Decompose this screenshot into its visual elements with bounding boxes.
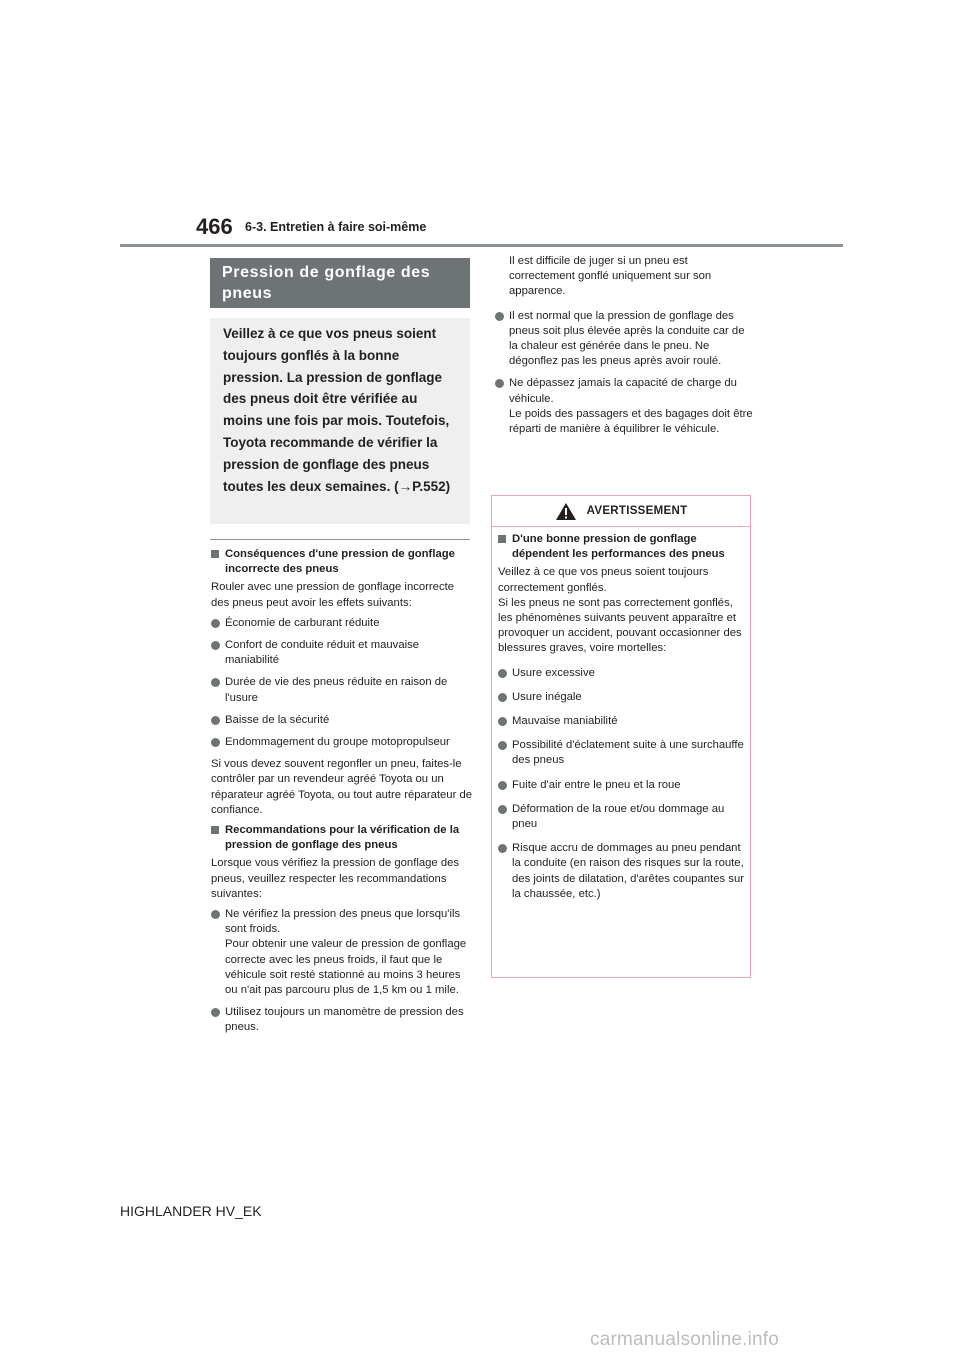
warning-body bbox=[492, 527, 750, 902]
right-column bbox=[495, 254, 753, 444]
list-item bbox=[211, 907, 473, 998]
list-item: Fuite d'air entre le pneu et la roue bbox=[498, 778, 744, 793]
list-item: Mauvaise maniabilité bbox=[498, 714, 744, 729]
subheading-consequences: Conséquences d'une pression de gonflage incorrecte des pneus bbox=[211, 547, 473, 577]
list-item: Risque accru de dommages au pneu pendant la conduite (en raison des risques sur la route, des joints de dilatation, d'arêtes coupantes sur la chaussée, etc.) bbox=[498, 841, 744, 902]
list-item: Utilisez toujours un manomètre de pression des pneus. bbox=[211, 1005, 473, 1035]
paragraph: Lorsque vous vérifiez la pression de gonflage des pneus, veuillez respecter les recommandations suivantes: bbox=[211, 857, 460, 900]
paragraph: Rouler avec une pression de gonflage incorrecte des pneus peut avoir les effets suivants: bbox=[211, 581, 455, 609]
list-item: Usure inégale bbox=[498, 690, 744, 705]
list-item: Usure excessive bbox=[498, 666, 744, 681]
section-reference: 6-3. Entretien à faire soi-même bbox=[245, 220, 427, 234]
list-item-continuation: Le poids des passagers et des bagages doit être réparti de manière à équilibrer le véhicule. bbox=[509, 407, 753, 436]
list-item: Confort de conduite réduit et mauvaise maniabilité bbox=[211, 638, 473, 668]
warning-label: AVERTISSEMENT bbox=[586, 505, 688, 517]
intro-text: Veillez à ce que vos pneus soient toujours gonflés à la bonne pression. La pression de gonflage des pneus doit être vérifiée au moins une fois par mois. Toutefois, Toyota recommande de vérifier la pression de gonflage des pneus toutes les deux semaines. (→P.552) bbox=[223, 326, 451, 494]
paragraph: Veillez à ce que vos pneus soient toujours correctement gonflés. bbox=[498, 566, 709, 594]
list-item: Il est normal que la pression de gonflage des pneus soit plus élevée après la conduite car de la chaleur est générée dans le pneu. Ne dégonflez pas les pneus après avoir roulé. bbox=[495, 309, 753, 370]
list-item: Déformation de la roue et/ou dommage au pneu bbox=[498, 802, 744, 832]
intro-box bbox=[210, 318, 470, 524]
watermark: carmanualsonline.info bbox=[590, 1329, 780, 1350]
list-item: Endommagement du groupe motopropulseur bbox=[211, 735, 473, 750]
list-item-text: Ne dépassez jamais la capacité de charge du véhicule. bbox=[509, 377, 737, 405]
warning-heading: D'une bonne pression de gonflage dépendent les performances des pneus bbox=[498, 532, 744, 562]
header-divider bbox=[120, 244, 843, 247]
list-item: Possibilité d'éclatement suite à une surchauffe des pneus bbox=[498, 738, 744, 768]
page-number: 466 bbox=[196, 214, 233, 239]
list-item-text: Ne vérifiez la pression des pneus que lorsqu'ils sont froids. bbox=[225, 908, 461, 936]
subheading-recommendations: Recommandations pour la vérification de la pression de gonflage des pneus bbox=[211, 823, 473, 853]
list-item: Durée de vie des pneus réduite en raison de l'usure bbox=[211, 675, 473, 705]
list-item-continuation: Pour obtenir une valeur de pression de gonflage correcte avec les pneus froids, il faut que le véhicule soit resté stationné au moins 3 heures ou n'ait pas parcouru plus de 1,5 km ou 1 mile. bbox=[225, 938, 467, 997]
paragraph: Si vous devez souvent regonfler un pneu, faites-le contrôler par un revendeur agréé Toyota ou un réparateur agréé Toyota, ou tout autre réparateur de confiance. bbox=[211, 758, 473, 816]
paragraph: Si les pneus ne sont pas correctement gonflés, les phénomènes suivants peuvent apparaître et provoquer un accident, pouvant occasionner des blessures graves, voire mortelles: bbox=[498, 596, 742, 655]
list-item: Baisse de la sécurité bbox=[211, 713, 473, 728]
warning-header bbox=[492, 496, 750, 527]
warning-icon bbox=[555, 502, 577, 521]
list-item: Économie de carburant réduite bbox=[211, 616, 473, 631]
warning-box bbox=[491, 495, 751, 978]
left-column bbox=[211, 545, 473, 1043]
section-title: Pression de gonflage des pneus bbox=[210, 258, 470, 308]
list-item bbox=[495, 376, 753, 437]
section-divider bbox=[210, 539, 470, 540]
list-item-continuation: Il est difficile de juger si un pneu est correctement gonflé uniquement sur son apparence. bbox=[509, 255, 712, 298]
model-footer: HIGHLANDER HV_EK bbox=[120, 1203, 262, 1219]
